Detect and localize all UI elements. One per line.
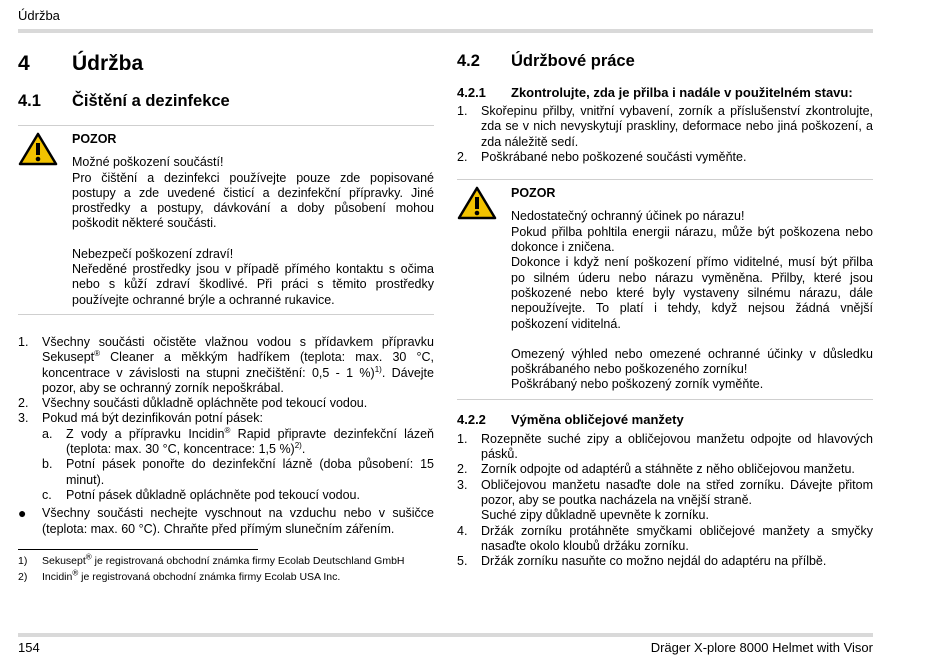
warning-text: Možné poškození součástí! xyxy=(72,155,224,170)
list-item: ● Všechny součásti nechejte vyschnout na vzduchu nebo v sušičce (teplota: max. 60 °C). Chraňte před přímým slunečním zářením. xyxy=(18,505,434,536)
warning-text: Omezený výhled nebo omezené ochranné účinky v důsledku poškrábaného nebo poškozeného zorníku! xyxy=(511,346,873,377)
product-name: Dräger X-plore 8000 Helmet with Visor xyxy=(650,640,873,655)
list-item: 3. Pokud má být dezinfikován potní pásek: a. Z vody a přípravku Incidin® Rapid připravte dezinfekční lázeň (teplota: max. 30 °C, koncentrace: 1,5 %)$^{2)}$. b. Potní pásek ponořte do dezinfekční lázně (doba působení: 15 minut). c. Potní pásek důkladně opláchněte pod tekoucí vodou. xyxy=(18,411,434,502)
footnote: 1) Sekusept® je registrovaná obchodní známka firmy Ecolab Deutschland GmbH xyxy=(18,552,405,567)
inspection-steps xyxy=(457,104,873,165)
list-item: 3. Obličejovou manžetu nasaďte dole na střed zorníku. Dávejte přitom pozor, aby se poutka nacházela na vnější straně. Suché zipy důkladně upevněte k zorníku. xyxy=(457,477,873,523)
warning-box xyxy=(457,179,873,400)
right-column xyxy=(457,48,873,569)
list-item: 1. Skořepinu přilby, vnitřní vybavení, zorník a příslušenství zkontrolujte, zda se v nich nevyskytují praskliny, deformace nebo jiná poškození, a zda náležitě sedí. xyxy=(457,104,873,149)
footnote-divider xyxy=(18,549,258,550)
footnote-ref: 1) xyxy=(374,364,382,374)
warning-text: Neředěné prostředky jsou v případě přímého kontaktu s očima nebo s kůží zdraví škodlivé. Při práci s těmito prostředky používejte ochranné brýle a ochranné rukavice. xyxy=(72,262,434,307)
section-number: 4.1 xyxy=(18,92,41,110)
section-heading xyxy=(18,92,434,111)
chapter-heading xyxy=(18,52,434,76)
warning-title: POZOR xyxy=(511,186,556,201)
list-item: 1. Všechny součásti očistěte vlažnou vodou s přídavkem přípravku Sekusept® Cleaner a měkkým hadříkem (teplota: max. 30 °C, koncentrace v závislosti na stupni znečištění: 0,5 - 1 %)$^{1)}$. Dávejte pozor, aby se ochranný zorník nepoškrábal. xyxy=(18,334,434,395)
warning-text: Nebezpečí poškození zdraví! xyxy=(72,246,234,261)
warning-text: Pro čištění a dezinfekci používejte pouze zde popisované postupy a zde uvedené čisticí a dezinfekční přípravky. Jiné prostředky a postupy, dávkování a doby působení mohou poškodit některé součásti. xyxy=(72,170,434,231)
warning-box xyxy=(18,125,434,315)
warning-triangle-icon xyxy=(457,180,511,399)
running-header: Údržba xyxy=(18,8,60,23)
page-number: 154 xyxy=(18,640,40,655)
list-item: 2. Zorník odpojte od adaptérů a stáhněte z něho obličejovou manžetu. xyxy=(457,462,855,477)
sub-item: c. Potní pásek důkladně opláchněte pod tekoucí vodou. xyxy=(42,487,360,502)
warning-text: Nedostatečný ochranný účinek po nárazu! xyxy=(511,209,745,224)
sub-item: b. Potní pásek ponořte do dezinfekční lázně (doba působení: 15 minut). xyxy=(42,457,434,487)
footnote: 2) Incidin® je registrovaná obchodní známka firmy Ecolab USA Inc. xyxy=(18,568,341,584)
cleaning-steps xyxy=(18,335,434,537)
section-heading xyxy=(457,52,873,71)
bullet-mark: ● xyxy=(18,505,27,522)
header-rule xyxy=(18,29,873,33)
footer-rule xyxy=(18,633,873,637)
warning-triangle-icon xyxy=(18,126,72,314)
section-number: 4.2 xyxy=(457,52,480,70)
list-item: 1. Rozepněte suché zipy a obličejovou manžetu odpojte od hlavových pásků. xyxy=(457,431,873,462)
list-item: 5. Držák zorníku nasuňte co možno nejdál do adaptéru na přílbě. xyxy=(457,554,827,569)
chapter-number: 4 xyxy=(18,52,30,75)
warning-title: POZOR xyxy=(72,132,117,146)
subsection-heading: 4.2.1 Zkontrolujte, zda je přilba i nadále v použitelném stavu: xyxy=(457,85,853,100)
list-item: 2. Poškrábané nebo poškozené součásti vyměňte. xyxy=(457,149,747,164)
chapter-title: Údržba xyxy=(72,52,144,75)
warning-text: Dokonce i když není poškození přímo viditelné, musí být přilba po silném úderu nebo nárazu vyměněna. Přilby, které jsou poškozené nebo které byly vystaveny silnému nárazu, dále nepoužívejte. To platí i tehdy, když nejsou žádná vnější poškození viditelná. xyxy=(511,255,873,331)
list-item: 4. Držák zorníku protáhněte smyčkami obličejové manžety a smyčky nasaďte okolo kloubů držáku zorníku. xyxy=(457,523,873,553)
sub-item: a. Z vody a přípravku Incidin® Rapid připravte dezinfekční lázeň (teplota: max. 30 °C, koncentrace: 1,5 %)$^{2)}$. xyxy=(42,425,434,457)
face-seal-steps xyxy=(457,432,873,570)
warning-text: Pokud přilba pohltila energii nárazu, může být poškozena nebo dokonce i zničena. xyxy=(511,224,873,255)
subsection-heading: 4.2.2 Výměna obličejové manžety xyxy=(457,411,684,427)
section-title: Čištění a dezinfekce xyxy=(72,92,230,110)
list-item: 2. Všechny součásti důkladně opláchněte pod tekoucí vodou. xyxy=(18,396,368,411)
warning-text: Poškrábaný nebo poškozený zorník vyměňte. xyxy=(511,377,764,392)
section-title: Údržbové práce xyxy=(511,52,635,70)
left-column xyxy=(18,48,434,584)
footnote-ref: 2) xyxy=(294,440,302,450)
